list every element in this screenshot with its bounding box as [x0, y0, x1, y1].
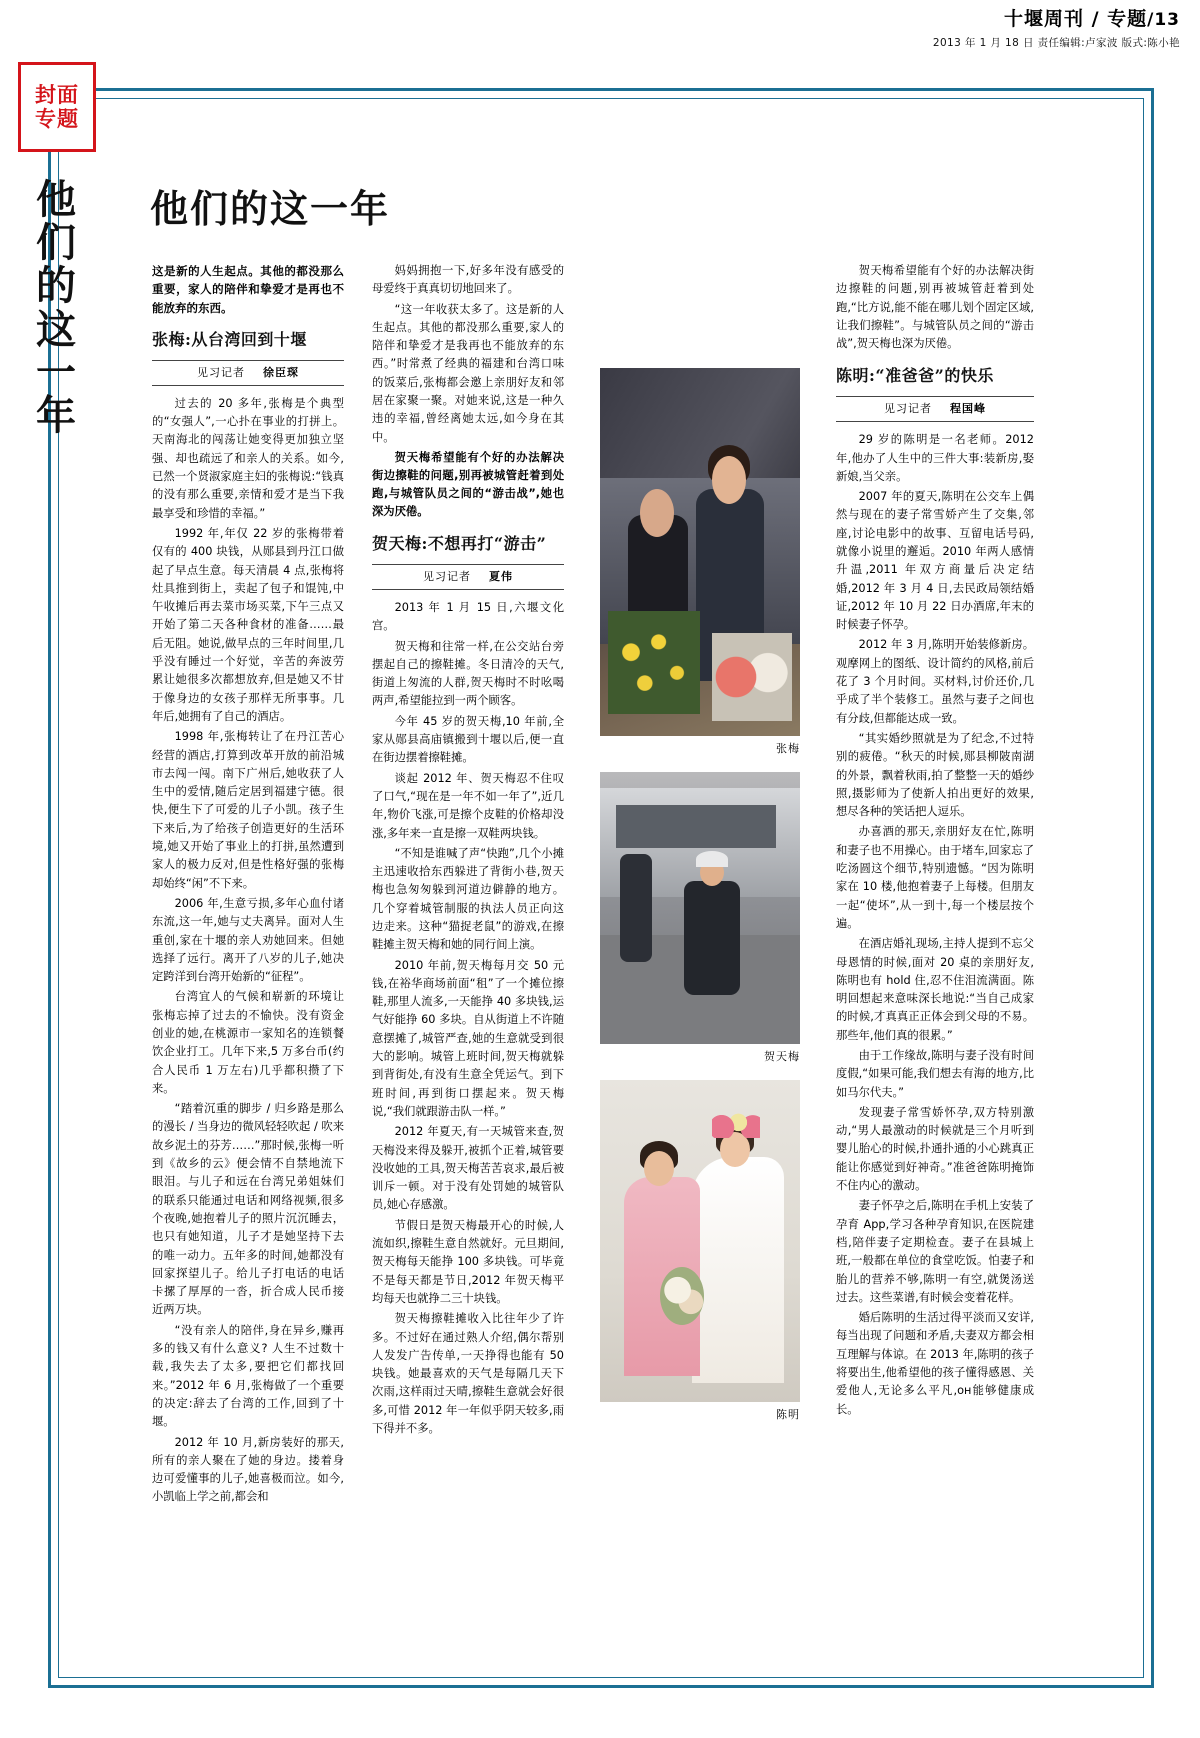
byline-chenming [836, 396, 1034, 422]
vertical-title [26, 178, 86, 437]
text-column-2 [372, 262, 564, 1440]
paragraph: 1998 年,张梅转让了在丹江苦心经营的酒店,打算到改革开放的前沿城市去闯一闯。南下广州后,她收获了人生中的爱情,随后定居到福建宁德。很快,便生下了可爱的儿子小凯。孩子生下来后,为了给孩子创造更好的生活环境,她又开始了事业上的打拼,虽然遭到家人的极力反对,但是性格好强的张梅却始终“闲”不下来。 [152, 730, 344, 890]
photo-chenming [600, 1080, 800, 1402]
photo-fruit-plate [712, 633, 792, 721]
byline-zhangmei [152, 360, 344, 386]
section-heading-chenming: 陈明:“准爸爸”的快乐 [836, 366, 994, 386]
paragraph: 贺天梅和往常一样,在公交站台旁摆起自己的擦鞋摊。冬日清冷的天气,街道上匆流的人群,贺天梅时不时吆喝两声,希望能拉到一两个顾客。 [372, 639, 564, 708]
photo-hetianmei [600, 772, 800, 1044]
paragraph: 2012 年 3 月,陈明开始装修新房。观摩网上的图纸、设计简约的风格,前后花了 3 个月时间。买材料,讨价还价,几乎成了半个装修工。虽然与妻子之间也有分歧,但都能达成一致。 [836, 638, 1034, 725]
paragraph: “不知是谁喊了声“快跑”,几个小摊主迅速收拾东西躲进了背街小巷,贺天梅也急匆匆躲到河道边僻静的地方。几个穿着城管制服的执法人员正向这边走来。这种“猫捉老鼠”的游戏,在擦鞋摊主贺天梅和她的同行间上演。 [372, 846, 564, 952]
byline-label: 见习记者 [884, 402, 932, 416]
byline-reporter-name: 程国峰 [950, 402, 986, 416]
photo-shoeshiner-body [684, 881, 740, 995]
paragraph: 谈起 2012 年、贺天梅忍不住叹了口气,“现在是一年不如一年了”,近几年,物价飞涨,可是擦个皮鞋的价格却没涨,多年来一直是擦一双鞋两块钱。 [372, 771, 564, 840]
vertical-title-char-4: 一 [36, 348, 76, 396]
paragraph: “这一年收获太多了。这是新的人生起点。其他的都没那么重要,家人的陪伴和挚爱才是我再也不能放弃的东西。”时常煮了经典的福建和台湾口味的饭菜后,张梅都会邀上亲朋好友和邻居在家聚一聚。对她来说,这是一种久违的幸福,曾经离她太远,如今身在其中。 [372, 302, 564, 444]
photo-zhangmei [600, 368, 800, 736]
pull-quote-hetianmei: 贺天梅希望能有个好的办法解决街边擦鞋的问题,别再被城管赶着到处跑,与城管队员之间的“游击战”,她也深为厌倦。 [372, 450, 564, 519]
section-heading-hetianmei: 贺天梅:不想再打“游击” [372, 534, 547, 554]
paragraph: 发现妻子常雪娇怀孕,双方特别激动,“男人最激动的时候就是三个月听到婴儿胎心的时候,扑通扑通的小心跳真正能让你感觉到好神奇。”准爸爸陈明掩饰不住内心的激动。 [836, 1105, 1034, 1193]
paragraph: “没有亲人的陪伴,身在异乡,赚再多的钱又有什么意义? 人生不过数十载,我失去了太多,要把它们都找回来。”2012 年 6 月,张梅做了一个重要的决定:辞去了台湾的工作,回到了十堰。 [152, 1323, 344, 1429]
photo-woman-head [712, 456, 746, 504]
paragraph: 婚后陈明的生活过得平淡而又安详,每当出现了问题和矛盾,夫妻双方都会相互理解与体谅。在 2013 年,陈明的孩子将要出生,他希望他的孩子懂得感恩、关爱他人,无论多么平凡,он能够健康成长。 [836, 1311, 1034, 1416]
paragraph: 2010 年前,贺天梅每月交 50 元钱,在裕华商场前面“租”了一个摊位擦鞋,那里人流多,一天能挣 40 多块钱,运气好能挣 60 多块。自从街道上不许随意摆摊了,城管严查,她的生意就受到很大的影响。城管上班时间,贺天梅就躲到背街处,有没有生意全凭运气。到下班时间,再到街口摆起来。贺天梅说,“我们就跟游击队一样。” [372, 958, 564, 1118]
paragraph: 2012 年 10 月,新房装好的那天,所有的亲人聚在了她的身边。搂着身边可爱懂事的儿子,她喜极而泣。如今,小凯临上学之前,都会和 [152, 1435, 344, 1504]
vertical-title-char-1: 们 [36, 219, 76, 267]
paragraph: 过去的 20 多年,张梅是个典型的“女强人”,一心扑在事业的打拼上。天南海北的闯荡让她变得更加独立坚强、却也疏远了和亲人的关系。如今,已然一个贤淑家庭主妇的张梅说:“钱真的没有那么重要,亲情和爱才是当下我最享受和珍惜的幸福。” [152, 396, 344, 520]
photo-passerby [620, 854, 652, 963]
photo-flower-crown [712, 1112, 760, 1138]
paragraph: 在酒店婚礼现场,主持人提到不忘父母恩情的时候,面对 20 桌的亲朋好友,陈明也有 hold 住,忍不住泪流满面。陈明回想起来意味深长地说:“当自己成家的时候,才真真正正体会到父母的不易。那些年,他们真的很累。” [836, 937, 1034, 1042]
section-heading-zhangmei: 张梅:从台湾回到十堰 [152, 330, 307, 350]
vertical-title-char-2: 的 [36, 262, 76, 310]
seal-line-1: 封面 [35, 81, 79, 107]
photo-flowers [608, 611, 700, 714]
paragraph: 贺天梅希望能有个好的办法解决街边擦鞋的问题,别再被城管赶着到处跑,“比方说,能不能在哪儿划个固定区域,让我们擦鞋”。与城管队员之间的“游击战”,贺天梅也深为厌倦。 [836, 264, 1034, 351]
text-column-4 [836, 262, 1034, 1421]
text-column-1 [152, 262, 344, 1509]
photo-groom-head [644, 1151, 674, 1186]
paragraph: 2012 年夏天,有一天城管来查,贺天梅没来得及躲开,被抓个正着,城管要没收她的工具,贺天梅苦苦哀求,最后被训斥一顿。对于没有处罚她的城管队员,她心存感激。 [372, 1125, 564, 1212]
paragraph: 今年 45 岁的贺天梅,10 年前,全家从郧县高庙镇搬到十堰以后,便一直在街边摆着擦鞋摊。 [372, 714, 564, 765]
paragraph: 由于工作缘故,陈明与妻子没有时间度假,“如果可能,我们想去有海的地方,比如马尔代夫。” [836, 1049, 1034, 1099]
masthead-title-text: 十堰周刊 / 专题 [1003, 8, 1148, 30]
vertical-title-char-5: 年 [36, 391, 76, 439]
byline-reporter-name: 夏伟 [489, 570, 513, 584]
photo-bouquet [660, 1267, 704, 1325]
paragraph: 1992 年,年仅 22 岁的张梅带着仅有的 400 块钱，从郧县到丹江口做起了早点生意。每天清晨 4 点,张梅将灶具推到街上，卖起了包子和馄饨,中午收摊后再去菜市场买菜,下午三点又开始了第二天各种食材的准备……最后无阻。她说,做早点的三年时间里,几乎没有睡过一个好觉，辛苦的奔波劳累让她很多次都想放弃,但是她又不甘于像身边的女孩子那样无所事事。几年后,她拥有了自己的酒店。 [152, 526, 344, 723]
photo-chenming-image [600, 1080, 800, 1402]
seal-line-2: 专题 [35, 106, 79, 131]
cover-topic-seal [18, 62, 96, 152]
byline-reporter-name: 徐臣琛 [263, 366, 299, 380]
paragraph: 2013 年 1 月 15 日,六堰文化宫。 [372, 600, 564, 633]
photo-shoeshiner-hat [696, 851, 728, 867]
page-number: /13 [1147, 10, 1180, 30]
paragraph: “踏着沉重的脚步 / 归乡路是那么的漫长 / 当身边的微风轻轻吹起 / 吹来故乡泥土的芬芳……”那时候,张梅一听到《故乡的云》便会情不自禁地流下眼泪。与儿子和远在台湾兄弟姐妹们的联系只能通过电话和网络视频,很多个夜晚,她抱着儿子的照片沉沉睡去，也只有她知道，儿子才是她坚持下去的唯一动力。五年多的时间,她都没有回家探望儿子。给儿子打电话的电话卡摞了厚厚的一沓，折合成人民币接近两万块。 [152, 1102, 344, 1317]
vertical-title-char-0: 他 [36, 176, 76, 223]
paragraph: 贺天梅擦鞋摊收入比往年少了许多。不过好在通过熟人介绍,偶尔帮别人发发广告传单,一天挣得也能有 50 块钱。她最喜欢的天气是每隔几天下次雨,这样雨过天晴,擦鞋生意就会好很多,可惜 2012 年一年似乎阴天较多,雨下得并不多。 [372, 1312, 564, 1435]
paragraph: 台湾宜人的气候和崭新的环境让张梅忘掉了过去的不愉快。没有资金创业的她,在桃源市一家知名的连锁餐饮企业打工。几年下来,5 万多台币(约合人民币 1 万左右)几乎都积攒了下来。 [152, 990, 344, 1095]
photo-hetianmei-image [600, 772, 800, 1044]
paragraph: 妈妈拥抱一下,好多年没有感受的母爱终于真真切切地回来了。 [372, 264, 564, 296]
paragraph: 2006 年,生意亏损,多年心血付诸东流,这一年,她与丈夫离异。面对人生重创,家在十堰的亲人劝她回来。但她选择了远行。离开了八岁的儿子,她决定跨洋到台湾开始新的“征程”。 [152, 896, 344, 984]
paragraph: 29 岁的陈明是一名老师。2012 年,他办了人生中的三件大事:装新房,娶新娘,当父亲。 [836, 433, 1034, 483]
photo-car-window [616, 805, 776, 849]
paragraph: 2007 年的夏天,陈明在公交车上偶然与现在的妻子常雪娇产生了交集,邻座,讨论电影中的故事、互留电话号码,就像小说里的邂逅。2010 年两人感情升温,2011 年双方商量后决定结婚,2012 年 3 月 4 日,去民政局领结婚证,2012 年 10 月 22 日办酒席,年末的时候妻子怀孕。 [836, 490, 1034, 632]
masthead [933, 8, 1180, 50]
masthead-title [933, 8, 1180, 31]
article-headline: 他们的这一年 [150, 186, 391, 231]
paragraph: “其实婚纱照就是为了纪念,不过特别的疲倦。“秋天的时候,郧县柳陂南湖的外景，飘着秋雨,拍了整整一天的婚纱照,摄影师为了使新人拍出更好的效果,想尽各种的笑话把人逗乐。 [836, 731, 1034, 819]
masthead-subline: 2013 年 1 月 18 日 责任编辑:卢家波 版式:陈小艳 [932, 36, 1180, 49]
photo-caption-hetianmei: 贺天梅 [764, 1050, 800, 1063]
photo-child-head [640, 489, 674, 537]
byline-label: 见习记者 [197, 366, 245, 380]
paragraph: 节假日是贺天梅最开心的时候,人流如织,擦鞋生意自然就好。元旦期间,贺天梅每天能挣 100 多块钱。可毕竟不是每天都是节日,2012 年贺天梅平均每天也就挣二三十块钱。 [372, 1218, 564, 1305]
photo-zhangmei-image [600, 368, 800, 736]
byline-hetianmei [372, 564, 564, 590]
paragraph: 妻子怀孕之后,陈明在手机上安装了孕育 App,学习各种孕育知识,在医院建档,陪伴妻子定期检查。妻子在县城上班,一般都在单位的食堂吃饭。怕妻子和胎儿的营养不够,陈明一有空,就煲汤送过去。这些菜谱,有时候会变着花样。 [836, 1199, 1034, 1304]
vertical-title-char-3: 这 [36, 305, 76, 353]
byline-label: 见习记者 [423, 570, 471, 584]
article-lead: 这是新的人生起点。其他的都没那么重要，家人的陪伴和挚爱才是再也不能放弃的东西。 [152, 264, 344, 315]
paragraph: 办喜酒的那天,亲朋好友在忙,陈明和妻子也不用操心。由于堵车,回家忘了吃汤圆这个细节,特别遗憾。“因为陈明家在 10 楼,他抱着妻子上每楼。但朋友一起“使坏”,从一到十,每一个楼层按个遍。 [836, 825, 1034, 930]
photo-bride-dress [692, 1157, 784, 1382]
photo-caption-zhangmei: 张梅 [776, 742, 800, 755]
photo-caption-chenming: 陈明 [776, 1408, 800, 1421]
